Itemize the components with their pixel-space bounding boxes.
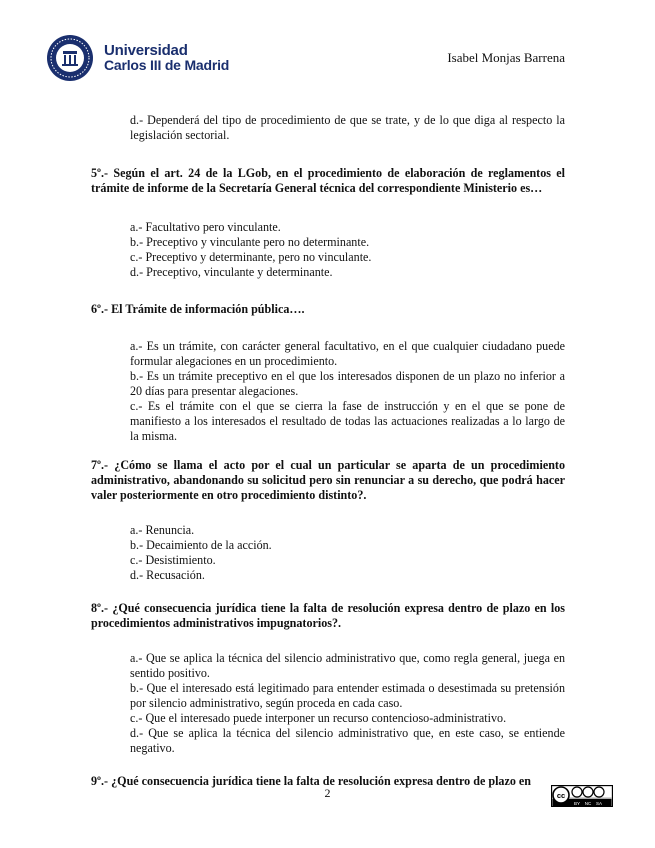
page-number: 2: [324, 786, 331, 800]
intro-option: d.- Dependerá del tipo de procedimiento de que se trate, y de lo que diga al respecto la legislación sectorial.: [130, 113, 565, 142]
university-seal-icon: [46, 34, 94, 82]
university-line2: Carlos III de Madrid: [104, 57, 230, 73]
license-cc: cc: [556, 790, 566, 800]
page-header: [40, 30, 615, 90]
question-5-options: [91, 220, 565, 280]
option: a.- Facultativo pero vinculante.: [130, 220, 281, 234]
option: b.- Preceptivo y vinculante pero no determinante.: [130, 235, 370, 249]
option: c.- Desistimiento.: [130, 553, 216, 567]
option: a.- Renuncia.: [130, 523, 195, 537]
option: a.- Es un trámite, con carácter general facultativo, en el que cualquier ciudadano puede formular alegaciones en un procedimiento.: [130, 339, 565, 368]
option: d.- Preceptivo, vinculante y determinante.: [130, 265, 333, 279]
document-body: [91, 113, 565, 789]
option: c.- Que el interesado puede interponer un recurso contencioso-administrativo.: [130, 711, 507, 725]
question-6: 6º.- El Trámite de información pública….: [91, 302, 305, 316]
question-7: 7º.- ¿Cómo se llama el acto por el cual un particular se aparta de un procedimiento administrativo, abandonando su solicitud pero sin renunciar a su derecho, que podrá hacer valer posteriormente en otro procedimiento distinto?.: [91, 458, 565, 502]
author-name: Isabel Monjas Barrena: [447, 50, 565, 65]
license-sa: SA: [595, 801, 603, 806]
university-line1: Universidad: [104, 42, 188, 59]
question-7-options: [91, 523, 565, 583]
option: b.- Es un trámite preceptivo en el que los interesados disponen de un plazo no inferior a 20 días para presentar alegaciones.: [130, 369, 565, 398]
question-6-options: [91, 339, 565, 444]
question-8: 8º.- ¿Qué consecuencia jurídica tiene la falta de resolución expresa dentro de plazo en los procedimientos administrativos impugnatorios?.: [91, 601, 565, 630]
question-9: 9º.- ¿Qué consecuencia jurídica tiene la falta de resolución expresa dentro de plazo en: [91, 774, 532, 788]
university-logo: [46, 34, 229, 82]
option: c.- Preceptivo y determinante, pero no vinculante.: [130, 250, 372, 264]
option: b.- Que el interesado está legitimado para entender estimada o desestimada su pretensión por silencio administrativo, según proceda en cada caso.: [130, 681, 565, 710]
option: c.- Es el trámite con el que se cierra la fase de instrucción y en el que se pone de manifiesto a los interesados el resultado de todas las actuaciones realizadas a lo largo de la misma.: [130, 399, 565, 443]
option: d.- Que se aplica la técnica del silencio administrativo que, en este caso, se entiende negativo.: [130, 726, 565, 755]
question-8-options: [91, 651, 565, 756]
university-name: [104, 43, 229, 73]
creative-commons-license-icon: [551, 785, 613, 807]
license-nc: NC: [584, 801, 592, 806]
question-5: 5º.- Según el art. 24 de la LGob, en el procedimiento de elaboración de reglamentos el trámite de informe de la Secretaría General técnica del correspondiente Ministerio es…: [91, 166, 565, 195]
license-by: BY: [573, 801, 581, 806]
option: a.- Que se aplica la técnica del silencio administrativo que, como regla general, juega en sentido positivo.: [130, 651, 565, 680]
option: b.- Decaimiento de la acción.: [130, 538, 272, 552]
option: d.- Recusación.: [130, 568, 205, 582]
